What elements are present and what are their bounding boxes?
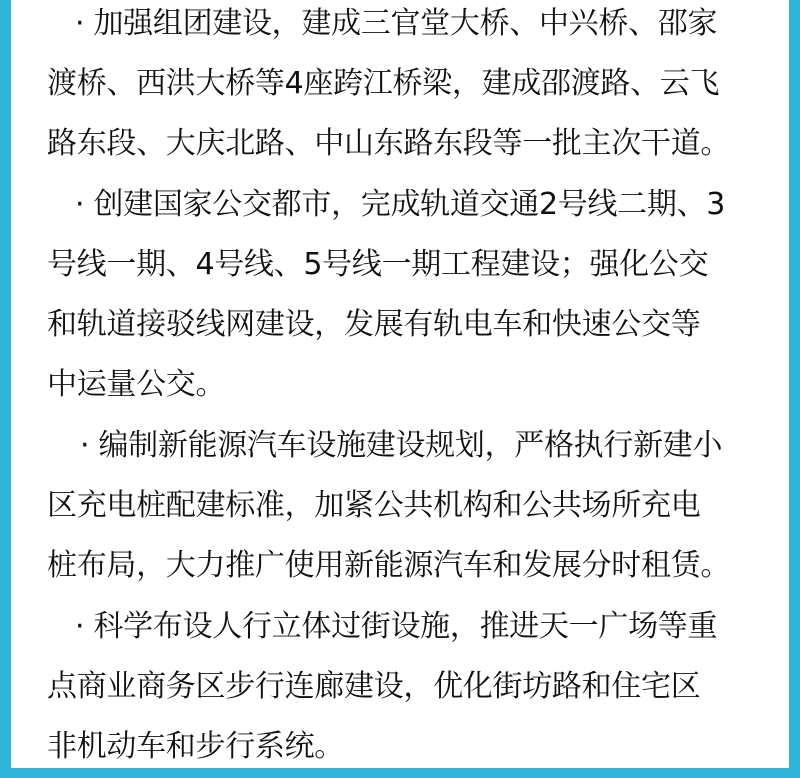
paragraph-line: · 加强组团建设，建成三官堂大桥、中兴桥、邵家: [75, 6, 718, 41]
paragraph-public-transit: [47, 175, 757, 415]
paragraph-line: · 编制新能源汽车设施建设规划，严格执行新建小: [80, 428, 723, 463]
paragraph-line: · 创建国家公交都市，完成轨道交通2号线二期、3: [75, 187, 726, 222]
paragraph-line: 路东段、大庆北路、中山东路东段等一批主次干道。: [47, 126, 731, 161]
paragraph-line: 渡桥、西洪大桥等4座跨江桥梁，建成邵渡路、云飞: [47, 66, 720, 101]
text-block: [47, 0, 757, 778]
content-panel: [11, 0, 789, 768]
paragraph-pedestrian-facilities: [47, 597, 757, 777]
paragraph-new-energy-vehicles: [47, 416, 757, 596]
paragraph-line: 非机动车和步行系统。: [47, 729, 344, 764]
paragraph-line: · 科学布设人行立体过街设施，推进天一广场等重: [75, 609, 718, 644]
paragraph-line: 点商业商务区步行连廊建设，优化街坊路和住宅区: [47, 669, 701, 704]
paragraph-line: 中运量公交。: [47, 367, 226, 402]
paragraph-line: 和轨道接驳线网建设，发展有轨电车和快速公交等: [47, 307, 701, 342]
paragraph-group-construction: [47, 0, 757, 174]
paragraph-line: 号线一期、4号线、5号线一期工程建设；强化公交: [47, 247, 709, 282]
paragraph-line: 区充电桩配建标准，加紧公共机构和公共场所充电: [47, 488, 701, 523]
paragraph-line: 桩布局，大力推广使用新能源汽车和发展分时租赁。: [47, 548, 731, 583]
